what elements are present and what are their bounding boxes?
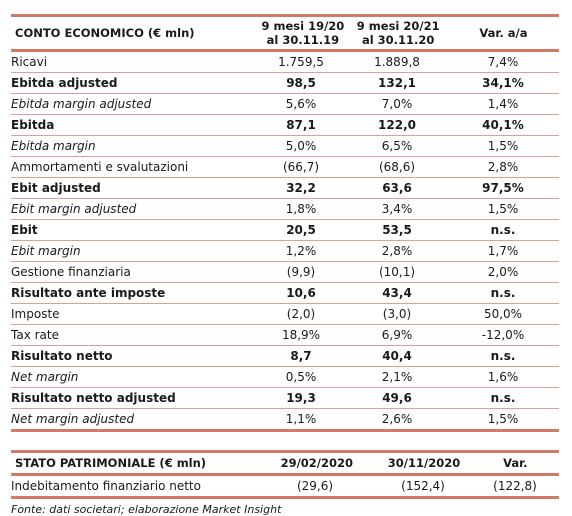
row-value: 1,5%: [487, 202, 519, 216]
row-value: (10,1): [378, 265, 416, 279]
row-label: Tax rate: [11, 328, 59, 342]
row-label: Net margin adjusted: [11, 412, 135, 426]
row-value: 8,7: [290, 349, 312, 363]
row-label: Ebitda: [11, 118, 55, 132]
row-label: Ebitda margin adjusted: [11, 97, 152, 111]
row-value: (152,4): [401, 479, 445, 493]
table-row: [11, 220, 559, 241]
table-row: [11, 283, 559, 304]
table-row: [11, 157, 559, 178]
table-row: [11, 262, 559, 283]
table-row: [11, 115, 559, 136]
row-value: 0,5%: [285, 370, 317, 384]
balance-table-header: [11, 450, 559, 476]
row-value: 18,9%: [281, 328, 321, 342]
row-value: 1,5%: [487, 412, 519, 426]
table-row: [11, 178, 559, 199]
row-value: 1.759,5: [278, 55, 324, 69]
row-label: Ricavi: [11, 55, 48, 69]
row-value: 5,0%: [285, 139, 317, 153]
row-value: (3,0): [382, 307, 412, 321]
row-label: Gestione finanziaria: [11, 265, 131, 279]
row-value: n.s.: [490, 349, 516, 363]
row-label: Ammortamenti e svalutazioni: [11, 160, 189, 174]
table-row: [11, 346, 559, 367]
row-value: n.s.: [490, 391, 516, 405]
balance-col-3: Var.: [503, 456, 528, 470]
table-row: [11, 476, 559, 499]
row-value: 97,5%: [482, 181, 524, 195]
table-row: [11, 136, 559, 157]
row-value: 7,0%: [381, 97, 413, 111]
row-label: Risultato ante imposte: [11, 286, 166, 300]
row-value: 53,5: [382, 223, 412, 237]
row-value: 2,1%: [381, 370, 413, 384]
row-value: 32,2: [286, 181, 316, 195]
row-value: 40,1%: [482, 118, 524, 132]
row-value: 50,0%: [483, 307, 523, 321]
row-label: Risultato netto: [11, 349, 113, 363]
row-value: 1,2%: [285, 244, 317, 258]
row-value: (2,0): [286, 307, 316, 321]
row-value: 122,0: [378, 118, 416, 132]
col-header-prev: 9 mesi 19/20 al 30.11.19: [261, 19, 345, 47]
row-value: 5,6%: [285, 97, 317, 111]
row-value: 63,6: [382, 181, 412, 195]
table-row: [11, 325, 559, 346]
row-value: 98,5: [286, 76, 316, 90]
row-value: 2,6%: [381, 412, 413, 426]
row-label: Imposte: [11, 307, 60, 321]
row-value: 2,8%: [487, 160, 519, 174]
row-label: Indebitamento finanziario netto: [11, 479, 201, 493]
income-table-body: [11, 52, 559, 432]
row-value: 40,4: [382, 349, 412, 363]
row-value: 6,5%: [381, 139, 413, 153]
balance-col-1: 29/02/2020: [280, 456, 353, 470]
col-header-curr: 9 mesi 20/21 al 30.11.20: [356, 19, 440, 47]
balance-title: STATO PATRIMONIALE (€ mln): [15, 456, 207, 470]
col-header-var: Var. a/a: [479, 26, 528, 40]
row-value: n.s.: [490, 286, 516, 300]
row-label: Ebit margin adjusted: [11, 202, 137, 216]
income-table-header: [11, 14, 559, 52]
row-value: -12,0%: [481, 328, 525, 342]
row-value: 1,5%: [487, 139, 519, 153]
row-value: 34,1%: [482, 76, 524, 90]
table-row: [11, 388, 559, 409]
table-row: [11, 241, 559, 262]
row-value: 49,6: [382, 391, 412, 405]
row-value: 3,4%: [381, 202, 413, 216]
income-title: CONTO ECONOMICO (€ mln): [15, 26, 195, 40]
row-value: (66,7): [282, 160, 320, 174]
row-value: 1.889,8: [374, 55, 420, 69]
balance-table-body: [11, 476, 559, 499]
table-row: [11, 52, 559, 73]
row-value: 19,3: [286, 391, 316, 405]
row-value: 1,6%: [487, 370, 519, 384]
row-label: Ebit margin: [11, 244, 81, 258]
row-label: Ebit: [11, 223, 38, 237]
table-row: [11, 304, 559, 325]
row-value: 6,9%: [381, 328, 413, 342]
row-value: 43,4: [382, 286, 412, 300]
row-value: 2,8%: [381, 244, 413, 258]
row-value: 87,1: [286, 118, 316, 132]
table-row: [11, 199, 559, 220]
row-value: 7,4%: [487, 55, 519, 69]
row-value: 132,1: [378, 76, 416, 90]
source-note: Fonte: dati societari; elaborazione Market Insight: [11, 503, 282, 516]
row-label: Ebit adjusted: [11, 181, 101, 195]
row-value: n.s.: [490, 223, 516, 237]
table-row: [11, 73, 559, 94]
row-label: Ebitda margin: [11, 139, 96, 153]
table-row: [11, 94, 559, 115]
row-label: Ebitda adjusted: [11, 76, 118, 90]
row-value: 1,7%: [487, 244, 519, 258]
row-label: Net margin: [11, 370, 79, 384]
row-value: 20,5: [286, 223, 316, 237]
row-value: 1,1%: [285, 412, 317, 426]
row-value: (122,8): [493, 479, 537, 493]
financial-tables: [11, 14, 559, 516]
row-value: 2,0%: [487, 265, 519, 279]
row-label: Risultato netto adjusted: [11, 391, 176, 405]
row-value: (9,9): [286, 265, 316, 279]
row-value: 1,8%: [285, 202, 317, 216]
balance-col-2: 30/11/2020: [387, 456, 461, 470]
table-row: [11, 367, 559, 388]
table-row: [11, 409, 559, 432]
row-value: 1,4%: [487, 97, 519, 111]
row-value: (29,6): [296, 479, 334, 493]
row-value: 10,6: [286, 286, 316, 300]
row-value: (68,6): [378, 160, 416, 174]
